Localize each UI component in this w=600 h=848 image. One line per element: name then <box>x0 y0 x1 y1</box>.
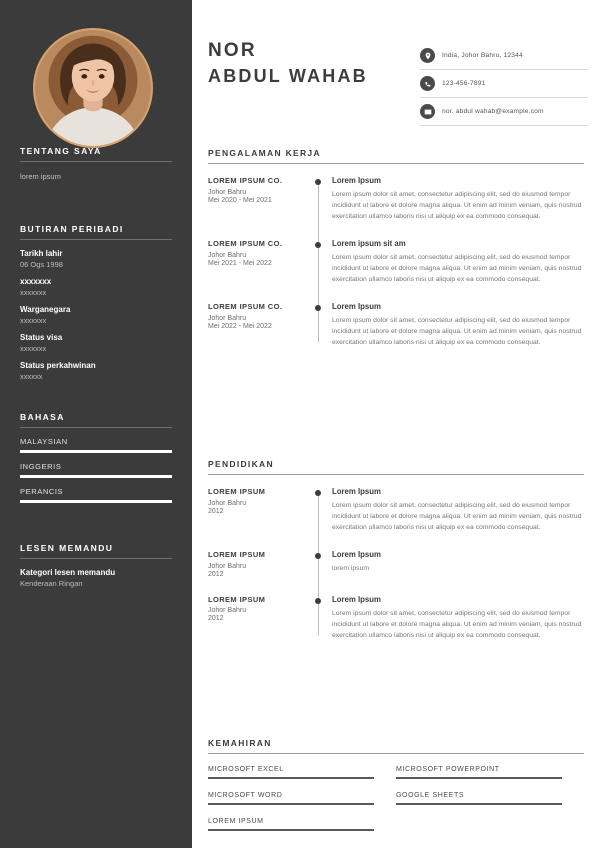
company-name: LOREM IPSUM CO. <box>208 302 283 311</box>
field-label: Status visa <box>20 333 63 342</box>
company-location: Johor Bahru <box>208 251 247 259</box>
education-section <box>208 459 584 641</box>
experience-timeline <box>208 176 584 348</box>
personal-field <box>20 249 172 269</box>
license-value: Kenderaan Ringan <box>20 579 83 588</box>
avatar-illustration <box>35 30 151 146</box>
timeline-dot-icon <box>315 242 321 248</box>
timeline-dot-icon <box>315 490 321 496</box>
employment-dates: Mei 2022 - Mei 2022 <box>208 322 272 330</box>
language-level-bar <box>20 450 172 453</box>
phone-icon <box>420 76 435 91</box>
skill-name: LOREM IPSUM <box>208 818 264 825</box>
last-name: ABDUL WAHAB <box>208 65 368 86</box>
school-location: Johor Bahru <box>208 499 247 507</box>
skill-name: GOOGLE SHEETS <box>396 792 465 799</box>
page-title <box>208 38 368 88</box>
language-name: INGGERIS <box>20 462 62 471</box>
field-label: Warganegara <box>20 305 71 314</box>
field-value: xxxxxx <box>20 372 43 381</box>
main-content <box>192 0 600 848</box>
degree-title: Lorem Ipsum <box>332 594 381 604</box>
personal-field <box>20 361 172 381</box>
language-section <box>0 412 192 512</box>
language-name: PERANCIS <box>20 487 64 496</box>
education-heading: PENDIDIKAN <box>208 459 584 475</box>
about-section <box>0 146 192 182</box>
about-heading: TENTANG SAYA <box>20 146 172 162</box>
school-location: Johor Bahru <box>208 607 247 614</box>
skills-section <box>208 738 584 844</box>
about-text: lorem ipsum <box>20 172 61 181</box>
skill-item <box>208 792 396 805</box>
education-entry <box>208 595 584 641</box>
envelope-icon <box>420 104 435 119</box>
study-dates: 2012 <box>208 507 224 515</box>
study-dates: 2012 <box>208 570 224 578</box>
language-heading: BAHASA <box>20 412 172 428</box>
field-label: Tarikh lahir <box>20 249 63 258</box>
job-role: Lorem Ipsum <box>332 302 381 311</box>
skill-level-bar <box>208 777 374 779</box>
skill-item <box>396 766 584 779</box>
skill-name: MICROSOFT POWERPOINT <box>396 766 500 773</box>
sidebar <box>0 0 192 848</box>
language-name: MALAYSIAN <box>20 437 68 446</box>
degree-title: Lorem Ipsum <box>332 550 381 559</box>
degree-description: lorem ipsum <box>332 565 370 572</box>
education-entry <box>208 487 584 533</box>
company-name: LOREM IPSUM CO. <box>208 176 283 185</box>
degree-description: Lorem ipsum dolor sit amet, consectetur adipiscing elit, sed do eiusmod tempor incididunt ut labore et dolore magna aliqua. Ut enim ad minim veniam, quis nostrud exercitation ullamco laboris nisi ut aliquip ex ea commodo consequat. <box>332 609 582 639</box>
education-entry <box>208 550 584 578</box>
personal-field <box>20 333 172 353</box>
contact-list <box>420 42 588 126</box>
job-role: Lorem ipsum sit am <box>332 239 406 248</box>
job-description: Lorem ipsum dolor sit amet, consectetur adipiscing elit, sed do eiusmod tempor incididunt ut labore et dolore magna aliqua. Ut enim ad minim veniam, quis nostrud exercitation ullamco laboris nisi ut aliquip ex ea commodo consequat. <box>332 191 582 220</box>
language-item <box>20 462 172 478</box>
skill-level-bar <box>396 803 562 805</box>
degree-title: Lorem Ipsum <box>332 487 381 496</box>
personal-field <box>20 277 172 297</box>
location-pin-icon <box>420 48 435 63</box>
personal-details-heading: BUTIRAN PERIBADI <box>20 224 172 240</box>
license-label: Kategori lesen memandu <box>20 568 116 577</box>
language-item <box>20 487 172 503</box>
contact-text: India, Johor Bahru, 12344 <box>442 52 523 59</box>
skill-item <box>208 766 396 779</box>
field-label: xxxxxxx <box>20 277 52 286</box>
license-heading: LESEN MEMANDU <box>20 543 172 559</box>
company-location: Johor Bahru <box>208 188 247 196</box>
timeline-dot-icon <box>315 305 321 311</box>
language-level-bar <box>20 500 172 503</box>
contact-row-location <box>420 42 588 70</box>
experience-entry <box>208 302 584 348</box>
degree-description: Lorem ipsum dolor sit amet, consectetur adipiscing elit, sed do eiusmod tempor incididunt ut labore et dolore magna aliqua. Ut enim ad minim veniam, quis nostrud exercitation ullamco laboris nisi ut aliquip ex ea commodo consequat. <box>332 502 582 531</box>
school-name: LOREM IPSUM <box>208 487 266 496</box>
employment-dates: Mei 2020 - Mei 2021 <box>208 196 272 204</box>
timeline-dot-icon <box>315 598 321 604</box>
skill-item <box>208 818 396 831</box>
contact-text: 123-456-7891 <box>442 80 486 87</box>
company-location: Johor Bahru <box>208 314 247 322</box>
skills-list <box>208 766 584 844</box>
experience-section <box>208 148 584 348</box>
personal-details-section <box>0 224 192 381</box>
skill-item <box>396 792 584 805</box>
skills-heading: KEMAHIRAN <box>208 738 584 754</box>
avatar <box>33 28 153 148</box>
experience-heading: PENGALAMAN KERJA <box>208 148 584 164</box>
first-name: NOR <box>208 40 257 61</box>
contact-row-email <box>420 98 588 126</box>
field-value: xxxxxxx <box>20 344 47 353</box>
language-item <box>20 437 172 453</box>
school-name: LOREM IPSUM <box>208 594 266 604</box>
school-location: Johor Bahru <box>208 562 247 570</box>
field-label: Status perkahwinan <box>20 361 96 370</box>
timeline-dot-icon <box>315 179 321 185</box>
skill-name: MICROSOFT EXCEL <box>208 766 284 773</box>
field-value: 06 Ogs 1998 <box>20 260 63 269</box>
experience-entry <box>208 239 584 285</box>
contact-text: nor. abdul wahab@example.com <box>442 108 544 115</box>
skill-name: MICROSOFT WORD <box>208 792 283 799</box>
education-timeline <box>208 487 584 641</box>
job-role: Lorem Ipsum <box>332 176 381 185</box>
language-level-bar <box>20 475 172 478</box>
license-section <box>0 543 192 588</box>
experience-entry <box>208 176 584 222</box>
job-description: Lorem ipsum dolor sit amet, consectetur adipiscing elit, sed do eiusmod tempor incididunt ut labore et dolore magna aliqua. Ut enim ad minim veniam, quis nostrud exercitation ullamco laboris nisi ut aliquip ex ea commodo consequat. <box>332 254 582 283</box>
company-name: LOREM IPSUM CO. <box>208 239 283 248</box>
field-value: xxxxxxx <box>20 316 47 325</box>
employment-dates: Mei 2021 - Mei 2022 <box>208 259 272 267</box>
field-value: xxxxxxx <box>20 288 47 297</box>
skill-level-bar <box>396 777 562 779</box>
skill-level-bar <box>208 803 374 805</box>
school-name: LOREM IPSUM <box>208 550 266 559</box>
study-dates: 2012 <box>208 615 224 622</box>
job-description: Lorem ipsum dolor sit amet, consectetur adipiscing elit, sed do eiusmod tempor incididunt ut labore et dolore magna aliqua. Ut enim ad minim veniam, quis nostrud exercitation ullamco laboris nisi ut aliquip ex ea commodo consequat. <box>332 317 582 346</box>
personal-field <box>20 305 172 325</box>
contact-row-phone <box>420 70 588 98</box>
skill-level-bar <box>208 829 374 831</box>
timeline-dot-icon <box>315 553 321 559</box>
